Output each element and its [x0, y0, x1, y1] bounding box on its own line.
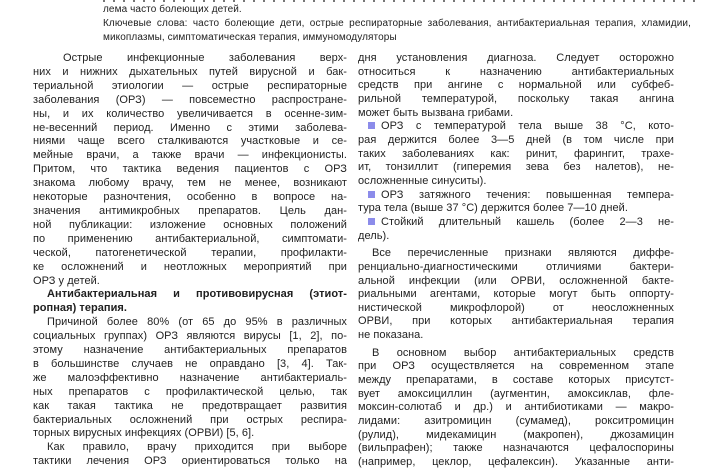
- text-line: таких заболеваниях как: ринит, фарингит, трахе-: [358, 147, 674, 160]
- text-line: ренциально-диагностическими отличиями бактери-: [358, 260, 674, 273]
- text-line: Все перечисленные признаки являются диффе-: [372, 247, 674, 260]
- text-line: лидами: азитромицин (сумамед), рокситромицин: [358, 415, 674, 428]
- text-line: Причиной более 80% (от 65 до 95% в различных: [47, 316, 347, 329]
- text-line: рая держится более 3—5 дней (в том числе при: [358, 133, 674, 146]
- text-line: ниями чаще всего сталкиваются участковые и се-: [33, 135, 347, 148]
- text-line: Острые инфекционные заболевания верх-: [63, 52, 347, 64]
- text-line: (рулид), мидекамицин (макропен), джозамицин: [358, 428, 674, 441]
- text-line: дель).: [358, 229, 390, 242]
- text-line: ческой, патогенетической терапии, профилакти-: [33, 246, 347, 259]
- text-line: В основном выбор антибактериальных средств: [372, 346, 674, 359]
- text-line: некоторые разночтения, особенно в вопросе на-: [33, 191, 347, 204]
- text-line: рильной температурой, поскольку такая ангина: [358, 92, 674, 105]
- text-line: торных вирусных инфекциях (ОРВИ) [5, 6].: [33, 427, 255, 440]
- text-line: не показана.: [358, 329, 424, 342]
- text-line: же малоэффективно назначение антибактериаль-: [33, 371, 347, 384]
- text-line: ропная) терапия.: [33, 302, 128, 315]
- text-line: знакома любому врачу, тем не менее, возникают: [33, 177, 347, 190]
- text-line: дня установления диагноза. Следует осторожно: [358, 52, 674, 64]
- text-line: Как правило, врачу приходится при выборе: [47, 441, 347, 454]
- keywords-line: микоплазмы, симптоматическая терапия, иммуномодуляторы: [103, 32, 397, 43]
- text-line: териальной этиологии — острые респираторные: [33, 79, 347, 92]
- text-line: по применению антибактериальной, симптомати-: [33, 232, 347, 245]
- bulleted-text-line: ОРЗ затяжного течения: повышенная темпера-: [358, 189, 674, 203]
- text-line: ОРЗ у детей.: [33, 274, 100, 287]
- text-line: ной публикации: изложение основных положений: [33, 218, 347, 231]
- text-line: Антибактериальная и противовирусная (этиот-: [47, 288, 347, 301]
- text-line: бактериальных осложнений при острых респира-: [33, 413, 347, 426]
- text-line: них и нижних дыхательных путей вирусной и бак-: [33, 65, 347, 78]
- text-line: этому назначение антибактериальных препаратов: [33, 344, 347, 357]
- text-line: между препаратами, в составе которых присутст-: [358, 374, 674, 387]
- bulleted-text-line: Стойкий длительный кашель (более 2—3 не-: [358, 216, 674, 230]
- text-line: средств при ангине с нормальной или субфеб-: [358, 79, 674, 92]
- text-line: моксин-солютаб и др.) и антибиотиками — макро-: [358, 401, 674, 414]
- text-line: (вильпрафен); также назначаются цефалоспорины: [358, 442, 674, 455]
- text-line: альной инфекции (или ОРВИ, осложненной бакте-: [358, 274, 674, 287]
- keywords-line: Ключевые слова: часто болеющие дети, острые респираторные заболевания, антибактериальная терапия, хламидии,: [103, 18, 691, 29]
- keywords-lines: [103, 17, 691, 45]
- text-line: тактики лечения ОРЗ ориентироваться только на: [33, 455, 347, 468]
- bulleted-text-line: ОРЗ с температурой тела выше 38 °С, кото-: [358, 120, 674, 134]
- column-right: [358, 52, 674, 470]
- text-line: ных препаратов с профилактической целью, так: [33, 385, 347, 398]
- text-line: заболевания (ОРЗ) — повсеместно распростране-: [33, 93, 347, 106]
- text-line: как такая тактика не предотвращает развития: [33, 399, 347, 412]
- text-line: нистической микрофлорой) от неосложненных: [358, 301, 674, 314]
- text-line: относиться к назначению антибактериальных: [358, 65, 674, 78]
- text-line: Притом, что тактика ведения пациентов с ОРЗ: [33, 163, 347, 176]
- text-line: социальных группах) ОРЗ являются вирусы [1, 2], по-: [33, 330, 347, 343]
- text-line: осложненные синуситы).: [358, 174, 487, 187]
- text-line: (например, цеклор, цефалексин). Указанные анти-: [358, 456, 674, 469]
- text-line: при ОРЗ осуществляется на современном этапе: [358, 360, 674, 373]
- text-line: ит, тонзиллит (гиперемия зева без налетов), не-: [358, 161, 674, 174]
- column-left: [33, 52, 347, 469]
- text-line: тура тела (выше 37 °С) держится более 7—10 дней.: [358, 202, 628, 215]
- text-line: в большинстве случаев не оправдано [3, 4]. Так-: [33, 357, 347, 370]
- text-line: ОРВИ, при которых антибактериальная терапия: [358, 315, 674, 328]
- text-line: риальными агентами, которые могут быть оппорту-: [358, 288, 674, 301]
- text-line: может быть вызвана грибами.: [358, 106, 514, 119]
- text-line: ке осложнений и неотложных мероприятий при: [33, 260, 347, 273]
- abstract-keywords-block: [103, 3, 691, 45]
- text-line: не-весенний период. Именно с этими заболева-: [33, 121, 347, 134]
- text-line: ны, и их количество увеличивается в осенне-зим-: [33, 107, 347, 120]
- text-line: значения антимикробных препаратов. Цель дан-: [33, 204, 347, 217]
- abstract-tail-line: лема часто болеющих детей.: [103, 4, 242, 15]
- text-line: мейные врачи, а также врачи — инфекционисты.: [33, 149, 347, 162]
- cropped-text-remnant: [103, 0, 699, 2]
- text-line: вует амоксициллин (аугментин, амоксиклав, фле-: [358, 387, 674, 400]
